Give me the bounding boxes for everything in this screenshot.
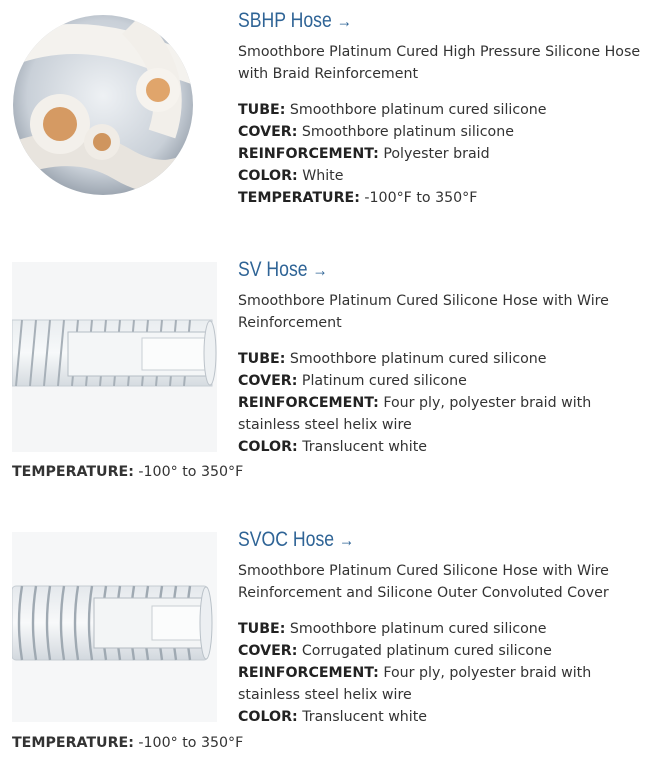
spec-temperature: TEMPERATURE: -100°F to 350°F (238, 190, 478, 206)
product-description: Smoothbore Platinum Cured Silicone Hose with Wire Reinforcement and Silicone Outer Convoluted Cover (238, 563, 609, 601)
arrow-right-icon: → (312, 260, 328, 280)
spec-list (238, 618, 648, 728)
spec-cover: COVER: Corrugated platinum cured silicone (238, 643, 552, 659)
product-description: Smoothbore Platinum Cured Silicone Hose with Wire Reinforcement (238, 293, 609, 331)
spec-tube: TUBE: Smoothbore platinum cured silicone (238, 621, 547, 637)
spec-tube: TUBE: Smoothbore platinum cured silicone (238, 351, 547, 367)
product-title: SBHP Hose (238, 9, 332, 32)
svoc-hose-image[interactable] (12, 532, 217, 726)
spec-reinforcement: REINFORCEMENT: Polyester braid (238, 146, 490, 162)
product-description: Smoothbore Platinum Cured High Pressure Silicone Hose with Braid Reinforcement (238, 44, 641, 82)
spec-color: COLOR: Translucent white (238, 709, 428, 725)
spec-cover: COVER: Platinum cured silicone (238, 373, 467, 389)
sbhp-hose-link[interactable] (238, 9, 352, 33)
sv-hose-link[interactable] (238, 258, 328, 282)
spec-reinforcement: REINFORCEMENT: Four ply, polyester braid with stainless steel helix wire (238, 395, 592, 433)
spec-color: COLOR: Translucent white (238, 439, 428, 455)
spec-tube: TUBE: Smoothbore platinum cured silicone (238, 102, 547, 118)
spec-list (238, 348, 648, 458)
spec-list (238, 99, 648, 209)
spec-temperature: TEMPERATURE: -100° to 350°F (12, 735, 244, 751)
sv-hose-image[interactable] (12, 262, 217, 456)
sbhp-hose-image[interactable] (12, 14, 194, 200)
product-title: SVOC Hose (238, 528, 335, 551)
spec-reinforcement: REINFORCEMENT: Four ply, polyester braid with stainless steel helix wire (238, 665, 592, 703)
spec-cover: COVER: Smoothbore platinum silicone (238, 124, 514, 140)
arrow-right-icon: → (339, 530, 355, 550)
product-title: SV Hose (238, 258, 308, 281)
svoc-hose-link[interactable] (238, 528, 354, 552)
spec-temperature: TEMPERATURE: -100° to 350°F (12, 464, 244, 480)
spec-color: COLOR: White (238, 168, 344, 184)
arrow-right-icon: → (336, 11, 352, 31)
